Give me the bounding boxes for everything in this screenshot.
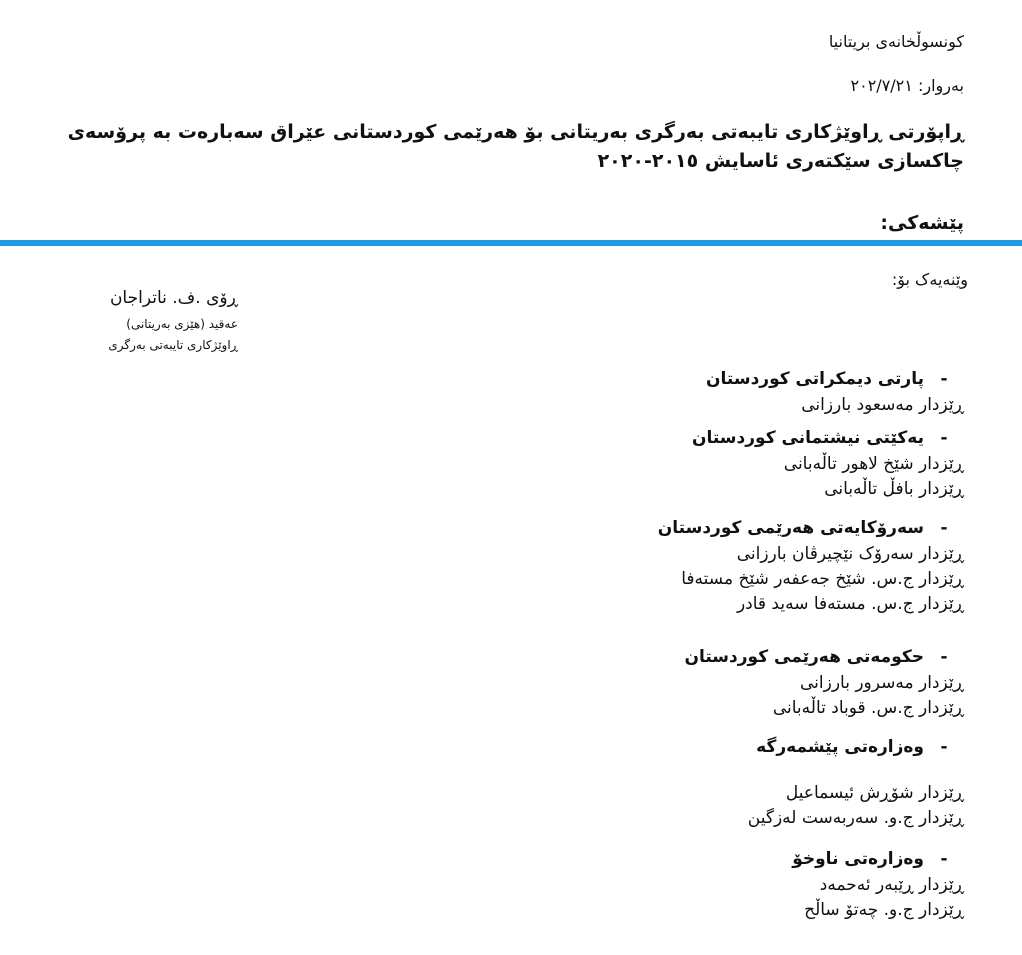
recipient-group-interior: [792, 845, 964, 923]
group-name: حکومەتی هەرێمی کوردستان: [684, 647, 924, 667]
recipient-name: ڕێزدار ڕێبەر ئەحمەد: [819, 875, 964, 895]
signature-rank: عەقید (هێزی بەریتانی): [126, 317, 238, 331]
signature-name: ڕۆی .ف. ناتراجان: [109, 288, 238, 308]
recipient-group-puk: [692, 424, 964, 502]
group-heading: [684, 643, 964, 671]
recipient-name: ڕێزدار مەسرور بارزانی: [799, 673, 964, 693]
bullet-dash: -: [940, 428, 948, 448]
signature-role: ڕاوێژکاری تایبەتی بەرگری: [108, 338, 238, 352]
recipient-group-presidency: [658, 514, 964, 617]
group-heading: [692, 424, 964, 452]
recipient-group-peshmerga: [748, 733, 964, 831]
recipient-name: ڕێزدار بافڵ تاڵەبانی: [824, 479, 964, 499]
recipient-name: ڕێزدار مەسعود بارزانی: [801, 395, 964, 415]
date-line: بەروار: ٢٠٢/٧/٢١: [850, 76, 964, 95]
section-divider: [0, 240, 1022, 246]
group-name: سەرۆکایەتی هەرێمی کوردستان: [657, 518, 924, 538]
bullet-dash: -: [940, 849, 948, 869]
recipient-name: ڕێزدار ج.س. مستەفا سەید قادر: [736, 594, 964, 614]
group-heading: [658, 514, 964, 542]
group-name: وەزارەتی پێشمەرگە: [756, 737, 924, 757]
report-title: ڕاپۆرتی ڕاوێژکاری تایبەتی بەرگری بەریتانی بۆ هەرێمی کوردستانی عێراق سەبارەت بە پرۆسەی چاکسازی سێکتەری ئاسایش ٢٠١٥-٢٠٢٠: [67, 121, 964, 172]
group-heading: [792, 845, 964, 873]
recipient-name: ڕێزدار شۆڕش ئیسماعیل: [785, 783, 964, 803]
recipient-name: ڕێزدار ج.و. سەربەست لەزگین: [747, 808, 964, 828]
recipient-name: ڕێزدار ج.و. چەتۆ ساڵح: [804, 900, 964, 920]
intro-heading: پێشەکی:: [880, 212, 964, 234]
group-name: وەزارەتی ناوخۆ: [792, 849, 924, 869]
group-heading: [748, 733, 964, 761]
group-name: یەکێتی نیشتمانی کوردستان: [691, 428, 924, 448]
bullet-dash: -: [940, 518, 948, 538]
bullet-dash: -: [940, 647, 948, 667]
addressed-to-label: وێنەیەک بۆ:: [891, 270, 968, 289]
recipient-name: ڕێزدار شێخ لاهور تاڵەبانی: [783, 454, 964, 474]
recipient-group-krg: [684, 643, 964, 721]
group-name: پارتی دیمکراتی کوردستان: [706, 369, 924, 389]
recipient-group-kdp: [706, 365, 964, 418]
recipient-name: ڕێزدار سەرۆک نێچیرڤان بارزانی: [736, 544, 964, 564]
recipient-name: ڕێزدار ج.س. شێخ جەعفەر شێخ مستەفا: [681, 569, 964, 589]
recipient-name: ڕێزدار ج.س. قوباد تاڵەبانی: [772, 698, 964, 718]
bullet-dash: -: [940, 369, 948, 389]
bullet-dash: -: [940, 737, 948, 757]
sender-line: کونسوڵخانەی بریتانیا: [828, 32, 964, 51]
group-heading: [706, 365, 964, 393]
